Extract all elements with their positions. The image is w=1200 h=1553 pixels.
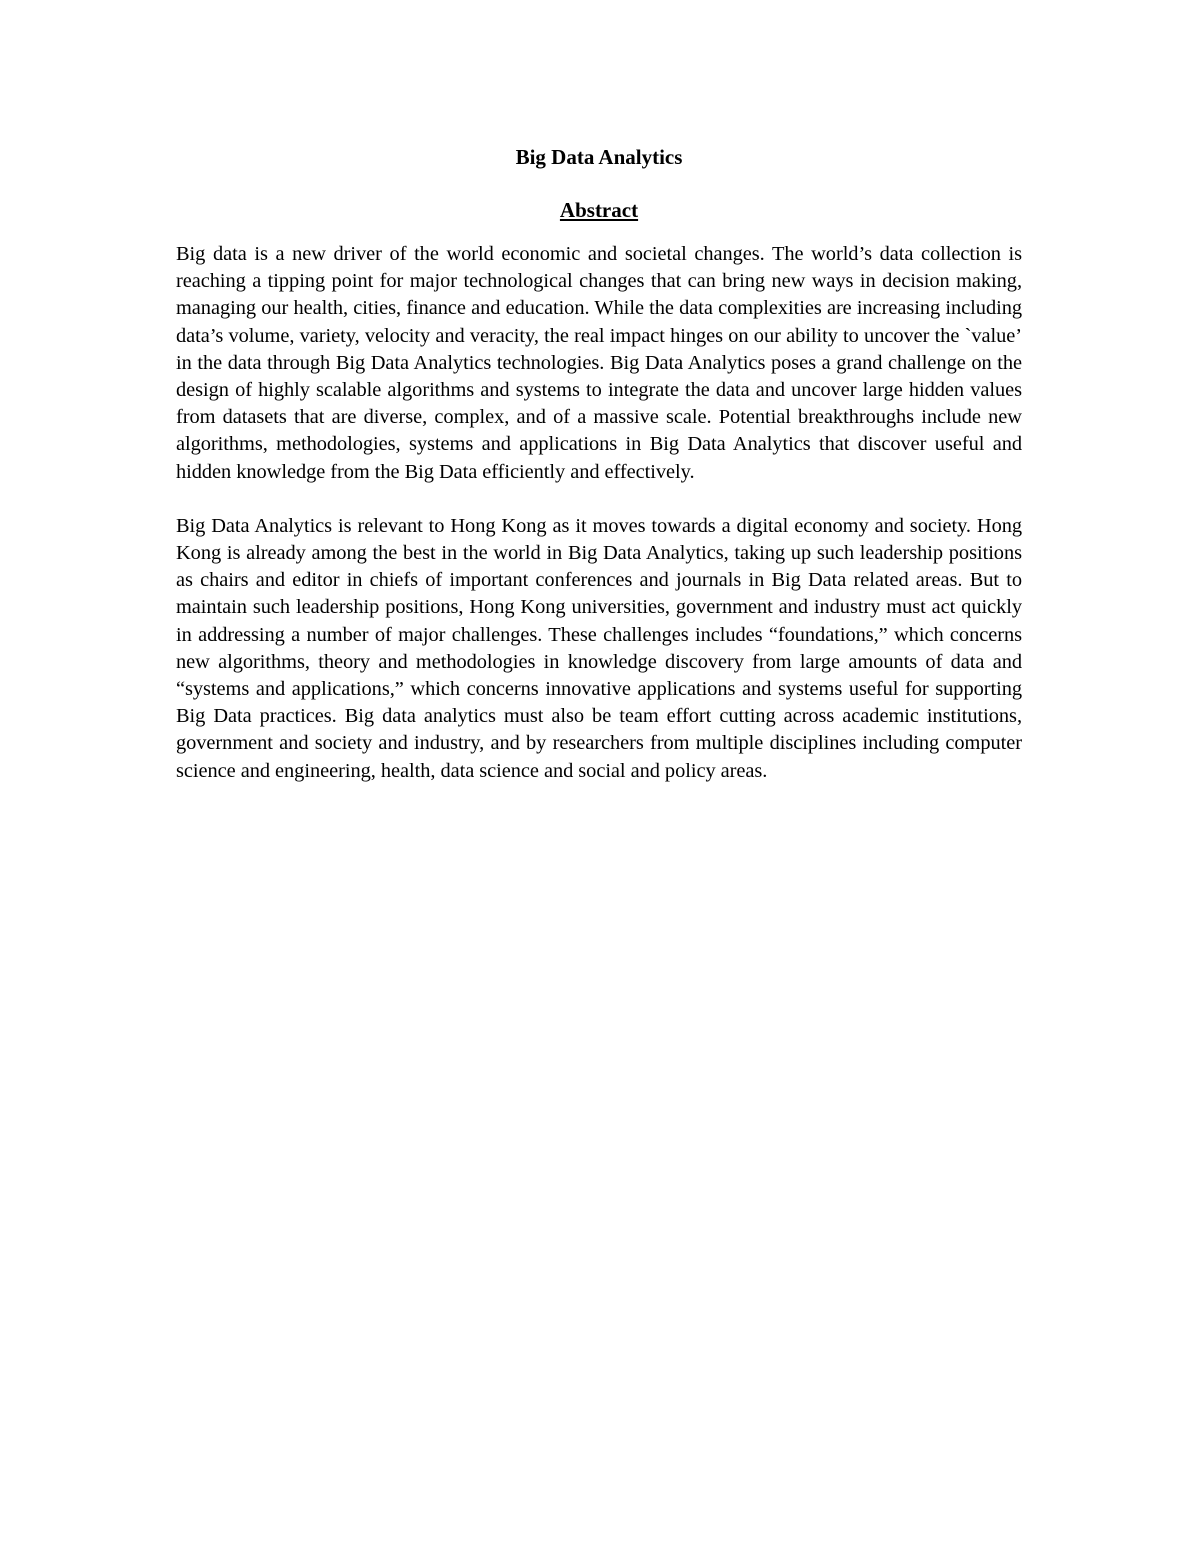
document-title: Big Data Analytics: [515, 145, 683, 169]
document-content: [176, 142, 1022, 812]
abstract-paragraph-2: Big Data Analytics is relevant to Hong Kong as it moves towards a digital economy and society. Hong Kong is already among the best in the world in Big Data Analytics, taking up such leadership positions as chairs and editor in chiefs of important conferences and journals in Big Data related areas. But to maintain such leadership positions, Hong Kong universities, government and industry must act quickly in addressing a number of major challenges. These challenges includes “foundations,” which concerns new algorithms, theory and methodologies in knowledge discovery from large amounts of data and “systems and applications,” which concerns innovative applications and systems useful for supporting Big Data practices. Big data analytics must also be team effort cutting across academic institutions, government and society and industry, and by researchers from multiple disciplines including computer science and engineering, health, data science and social and policy areas.: [176, 514, 1022, 782]
abstract-heading: Abstract: [559, 198, 639, 222]
abstract-paragraph-1: Big data is a new driver of the world economic and societal changes. The world’s data collection is reaching a tipping point for major technological changes that can bring new ways in decision making, managing our health, cities, finance and education. While the data complexities are increasing including data’s volume, variety, velocity and veracity, the real impact hinges on our ability to uncover the `value’ in the data through Big Data Analytics technologies. Big Data Analytics poses a grand challenge on the design of highly scalable algorithms and systems to integrate the data and uncover large hidden values from datasets that are diverse, complex, and of a massive scale. Potential breakthroughs include new algorithms, methodologies, systems and applications in Big Data Analytics that discover useful and hidden knowledge from the Big Data efficiently and effectively.: [176, 243, 1022, 483]
